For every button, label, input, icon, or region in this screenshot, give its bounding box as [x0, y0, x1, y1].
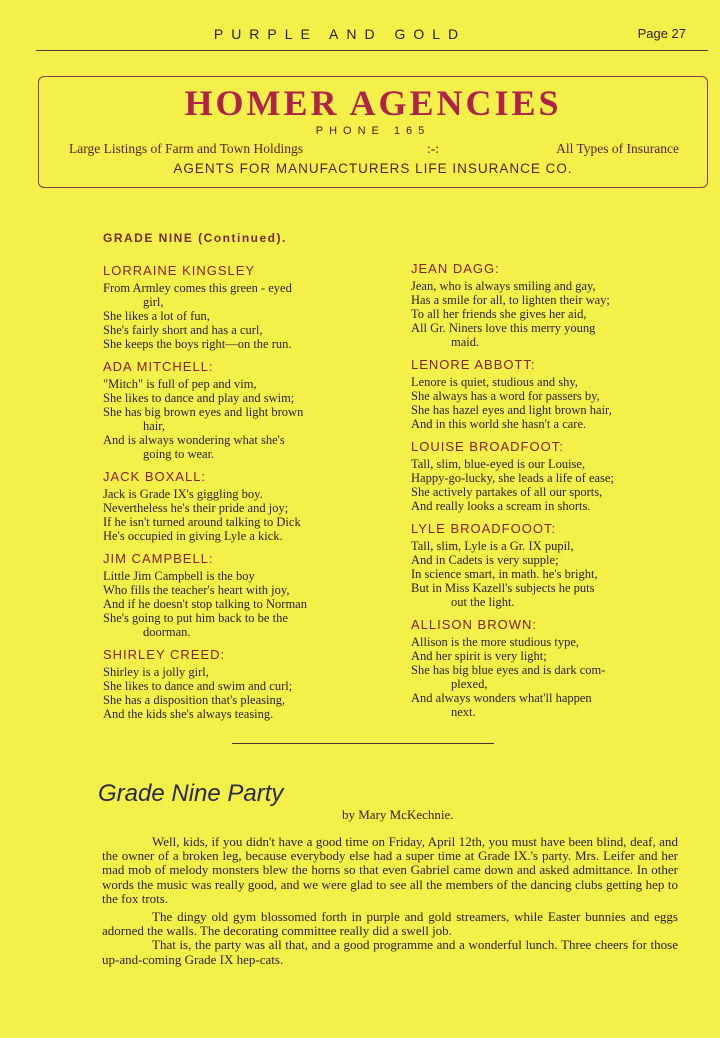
student-name: SHIRLEY CREED:	[103, 647, 226, 662]
verse-line: She's fairly short and has a curl,	[103, 323, 263, 337]
verse-line: Happy-go-lucky, she leads a life of ease;	[411, 471, 614, 485]
student-verse	[411, 457, 683, 513]
student-entry	[103, 358, 393, 461]
verse-line: She always has a word for passers by,	[411, 389, 600, 403]
student-name: JACK BOXALL:	[103, 469, 207, 484]
student-name: JEAN DAGG:	[411, 261, 500, 276]
publication-title: PURPLE AND GOLD	[213, 26, 467, 42]
student-verse	[103, 569, 393, 639]
verse-line: maid.	[451, 335, 480, 349]
article-paragraph: Well, kids, if you didn't have a good time on Friday, April 12th, you must have been blind, deaf, and the owner of a broken leg, because everybody else had a super time at Grade IX.'s party. Mrs. Leifer and her mad mob of melody monsters blew the horns so that even Gabriel came down and asked admittance. In other words the music was really good, and we were glad to see all the members of the dancing clubs getting hep to the fox trots.	[102, 834, 678, 906]
verse-line: She's going to put him back to be the	[103, 611, 288, 625]
verse-line: From Armley comes this green - eyed	[103, 281, 292, 295]
article-byline: by Mary McKechnie.	[342, 807, 454, 822]
verse-line: out the light.	[451, 595, 515, 609]
verse-line: Has a smile for all, to lighten their way;	[411, 293, 610, 307]
student-entry	[411, 260, 683, 349]
student-entry	[411, 616, 683, 719]
homer-agencies-advertisement	[38, 76, 708, 188]
verse-line: Shirley is a jolly girl,	[103, 665, 209, 679]
verse-line: She has hazel eyes and light brown hair,	[411, 403, 612, 417]
ad-phone: PHONE 165	[315, 125, 431, 137]
verse-line: Allison is the more studious type,	[411, 635, 580, 649]
verse-line: going to wear.	[143, 447, 215, 461]
student-verse	[411, 375, 683, 431]
verse-line: "Mitch" is full of pep and vim,	[103, 377, 257, 391]
student-entry	[411, 520, 683, 609]
verse-line: But in Miss Kazell's subjects he puts	[411, 581, 595, 595]
verse-line: Jack is Grade IX's giggling boy.	[103, 487, 263, 501]
verse-line: She has big brown eyes and light brown	[103, 405, 304, 419]
verse-line: To all her friends she gives her aid,	[411, 307, 587, 321]
student-verse	[103, 281, 393, 351]
verse-line: And always wonders what'll happen	[411, 691, 592, 705]
student-verse	[411, 635, 683, 719]
verse-line: Nevertheless he's their pride and joy;	[103, 501, 289, 515]
verse-line: She actively partakes of all our sports,	[411, 485, 603, 499]
verse-line: next.	[451, 705, 476, 719]
ad-insurance-text: All Types of Insurance	[556, 141, 679, 156]
student-name: LOUISE BROADFOOT:	[411, 439, 564, 454]
student-name: LORRAINE KINGSLEY	[103, 263, 256, 278]
verse-line: She keeps the boys right—on the run.	[103, 337, 292, 351]
ad-agents-line: AGENTS FOR MANUFACTURERS LIFE INSURANCE CO.	[173, 161, 573, 176]
verse-line: All Gr. Niners love this merry young	[411, 321, 596, 335]
verse-line: Lenore is quiet, studious and shy,	[411, 375, 578, 389]
student-entry	[103, 468, 393, 543]
verse-line: Tall, slim, Lyle is a Gr. IX pupil,	[411, 539, 574, 553]
verse-line: And her spirit is very light;	[411, 649, 547, 663]
left-column	[103, 262, 393, 728]
verse-line: Who fills the teacher's heart with joy,	[103, 583, 290, 597]
page-number: Page 27	[637, 26, 686, 41]
student-name: JIM CAMPBELL:	[103, 551, 214, 566]
student-entry	[103, 646, 393, 721]
student-name: LYLE BROADFOOOT:	[411, 521, 557, 536]
student-verse	[411, 279, 683, 349]
article-title: Grade Nine Party	[98, 780, 284, 807]
verse-line: Little Jim Campbell is the boy	[103, 569, 255, 583]
ad-business-name: HOMER AGENCIES	[184, 83, 562, 123]
student-entry	[411, 438, 683, 513]
verse-line: She has a disposition that's pleasing,	[103, 693, 286, 707]
article-paragraph: That is, the party was all that, and a good programme and a wonderful lunch. Three cheers for those up-and-coming Grade IX hep-cats.	[102, 937, 678, 967]
verse-line: Tall, slim, blue-eyed is our Louise,	[411, 457, 586, 471]
verse-line: hair,	[143, 419, 166, 433]
student-name: ADA MITCHELL:	[103, 359, 214, 374]
verse-line: She likes a lot of fun,	[103, 309, 210, 323]
verse-line: She likes to dance and play and swim;	[103, 391, 295, 405]
right-column	[411, 260, 683, 726]
header-rule	[36, 50, 708, 51]
section-divider	[232, 743, 494, 744]
student-verse	[103, 487, 393, 543]
student-entry	[411, 356, 683, 431]
student-name: ALLISON BROWN:	[411, 617, 537, 632]
verse-line: He's occupied in giving Lyle a kick.	[103, 529, 283, 543]
student-name: LENORE ABBOTT:	[411, 357, 536, 372]
verse-line: plexed,	[451, 677, 488, 691]
article-body	[102, 835, 678, 967]
running-header	[0, 26, 720, 46]
verse-line: And in Cadets is very supple;	[411, 553, 559, 567]
verse-line: Jean, who is always smiling and gay,	[411, 279, 596, 293]
section-heading: GRADE NINE (Continued).	[103, 231, 287, 245]
student-verse	[411, 539, 683, 609]
student-entry	[103, 262, 393, 351]
verse-line: In science smart, in math. he's bright,	[411, 567, 598, 581]
verse-line: And is always wondering what she's	[103, 433, 285, 447]
verse-line: She has big blue eyes and is dark com-	[411, 663, 606, 677]
ad-listings-text: Large Listings of Farm and Town Holdings	[69, 141, 304, 156]
verse-line: And in this world she hasn't a care.	[411, 417, 587, 431]
article-paragraph: The dingy old gym blossomed forth in purple and gold streamers, while Easter bunnies and eggs adorned the walls. The decorating committee really did a swell job.	[102, 909, 678, 939]
student-verse	[103, 665, 393, 721]
verse-line: doorman.	[143, 625, 191, 639]
verse-line: And if he doesn't stop talking to Norman	[103, 597, 307, 611]
verse-line: And the kids she's always teasing.	[103, 707, 274, 721]
verse-line: If he isn't turned around talking to Dick	[103, 515, 301, 529]
verse-line: She likes to dance and swim and curl;	[103, 679, 293, 693]
verse-line: girl,	[143, 295, 164, 309]
student-verse	[103, 377, 393, 461]
student-entry	[103, 550, 393, 639]
verse-line: And really looks a scream in shorts.	[411, 499, 591, 513]
ad-separator: :-:	[427, 141, 439, 156]
